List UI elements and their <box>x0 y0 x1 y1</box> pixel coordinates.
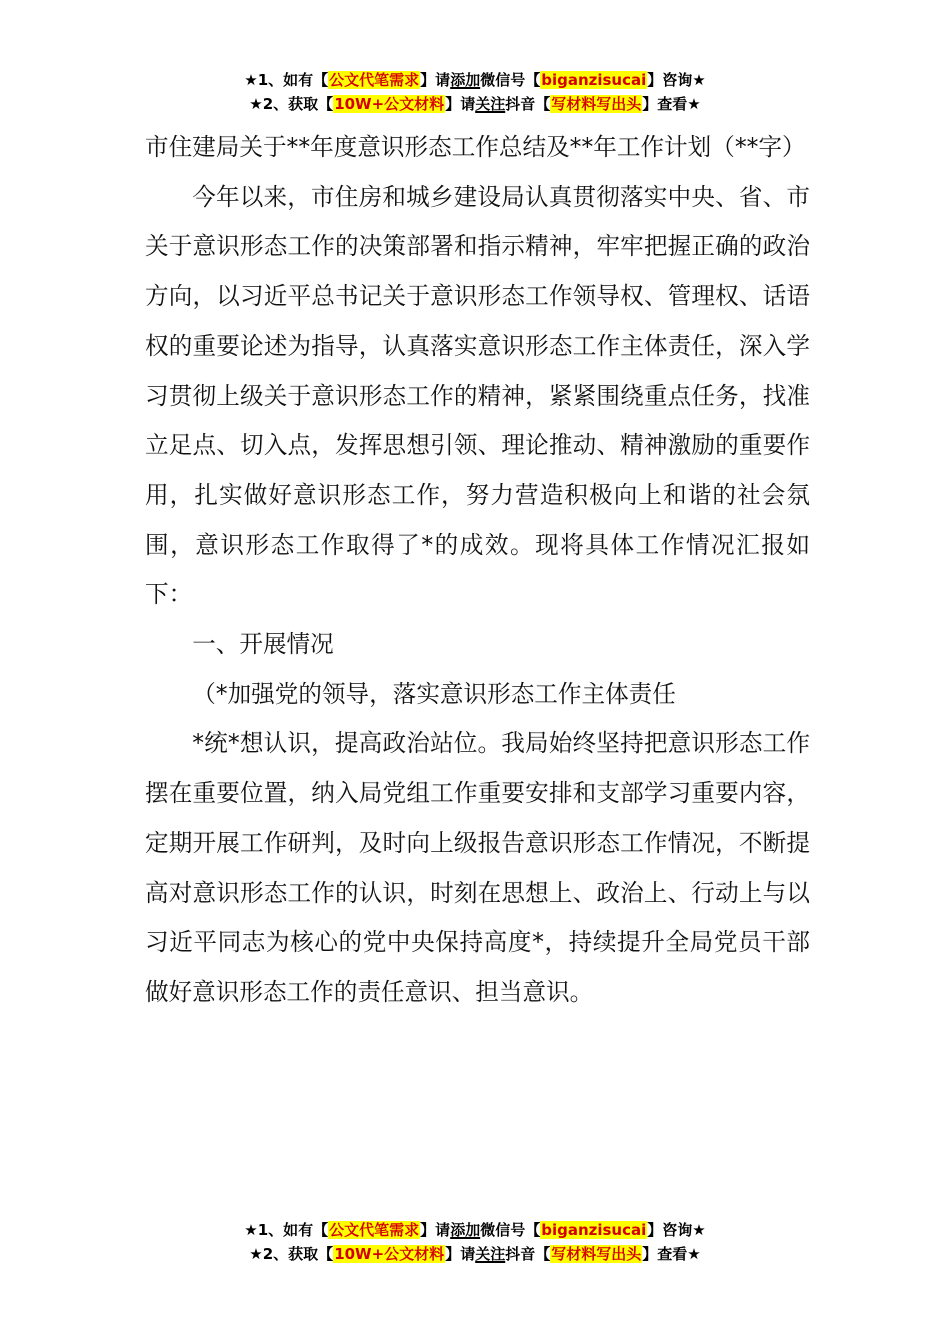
body-paragraph: *统*想认识，提高政治站位。我局始终坚持把意识形态工作摆在重要位置，纳入局党组工作重要安排和支部学习重要内容，定期开展工作研判，及时向上级报告意识形态工作情况，不断提高对意识形态工作的认识，时刻在思想上、政治上、行动上与以习近平同志为核心的党中央保持高度*，持续提升全局党员干部做好意识形态工作的责任意识、担当意识。 <box>145 729 810 1006</box>
promo-highlight: 10W+公文材料 <box>334 95 445 113</box>
promo-text: ★1、如有【 <box>244 1221 329 1239</box>
promo-text: 抖音【 <box>505 95 551 113</box>
promo-underlined-text: 添加 <box>450 71 481 89</box>
promo-text: 】请 <box>420 1221 451 1239</box>
promo-line-2 <box>0 1242 950 1266</box>
promo-text: 微信号【 <box>480 1221 541 1239</box>
promo-text: ★1、如有【 <box>244 71 329 89</box>
document-body <box>145 123 810 1018</box>
top-promo-banner <box>0 68 950 116</box>
promo-underlined-text: 添加 <box>450 1221 481 1239</box>
promo-highlight-douyin-id: 写材料写出头 <box>551 95 642 113</box>
promo-line-1 <box>0 68 950 92</box>
promo-underlined-text: 关注 <box>475 95 506 113</box>
promo-underlined-text: 关注 <box>475 1245 506 1263</box>
promo-highlight: 公文代笔需求 <box>329 71 420 89</box>
promo-text: 抖音【 <box>505 1245 551 1263</box>
promo-text: 】请 <box>445 1245 476 1263</box>
promo-highlight-wechat-id: biganzisucai <box>541 71 647 89</box>
section-heading: 一、开展情况 <box>192 630 334 659</box>
promo-text: 】咨询★ <box>647 71 706 89</box>
promo-text: 】查看★ <box>642 95 701 113</box>
intro-paragraph: 今年以来，市住房和城乡建设局认真贯彻落实中央、省、市关于意识形态工作的决策部署和指示精神，牢牢把握正确的政治方向，以习近平总书记关于意识形态工作领导权、管理权、话语权的重要论述为指导，认真落实意识形态工作主体责任，深入学习贯彻上级关于意识形态工作的精神，紧紧围绕重点任务，找准立足点、切入点，发挥思想引领、理论推动、精神激励的重要作用，扎实做好意识形态工作，努力营造积极向上和谐的社会氛围，意识形态工作取得了*的成效。现将具体工作情况汇报如下： <box>145 182 810 609</box>
promo-text: 】查看★ <box>642 1245 701 1263</box>
subsection-heading: （*加强党的领导，落实意识形态工作主体责任 <box>192 679 676 708</box>
promo-text: ★2、获取【 <box>249 95 334 113</box>
promo-highlight-douyin-id: 写材料写出头 <box>551 1245 642 1263</box>
promo-text: ★2、获取【 <box>249 1245 334 1263</box>
promo-text: 】请 <box>420 71 451 89</box>
promo-highlight: 公文代笔需求 <box>329 1221 420 1239</box>
promo-line-1 <box>0 1218 950 1242</box>
promo-highlight-wechat-id: biganzisucai <box>541 1221 647 1239</box>
promo-line-2 <box>0 92 950 116</box>
bottom-promo-banner <box>0 1218 950 1266</box>
document-title: 市住建局关于**年度意识形态工作总结及**年工作计划（**字） <box>145 133 806 161</box>
promo-text: 】咨询★ <box>647 1221 706 1239</box>
promo-highlight: 10W+公文材料 <box>334 1245 445 1263</box>
promo-text: 微信号【 <box>480 71 541 89</box>
promo-text: 】请 <box>445 95 476 113</box>
